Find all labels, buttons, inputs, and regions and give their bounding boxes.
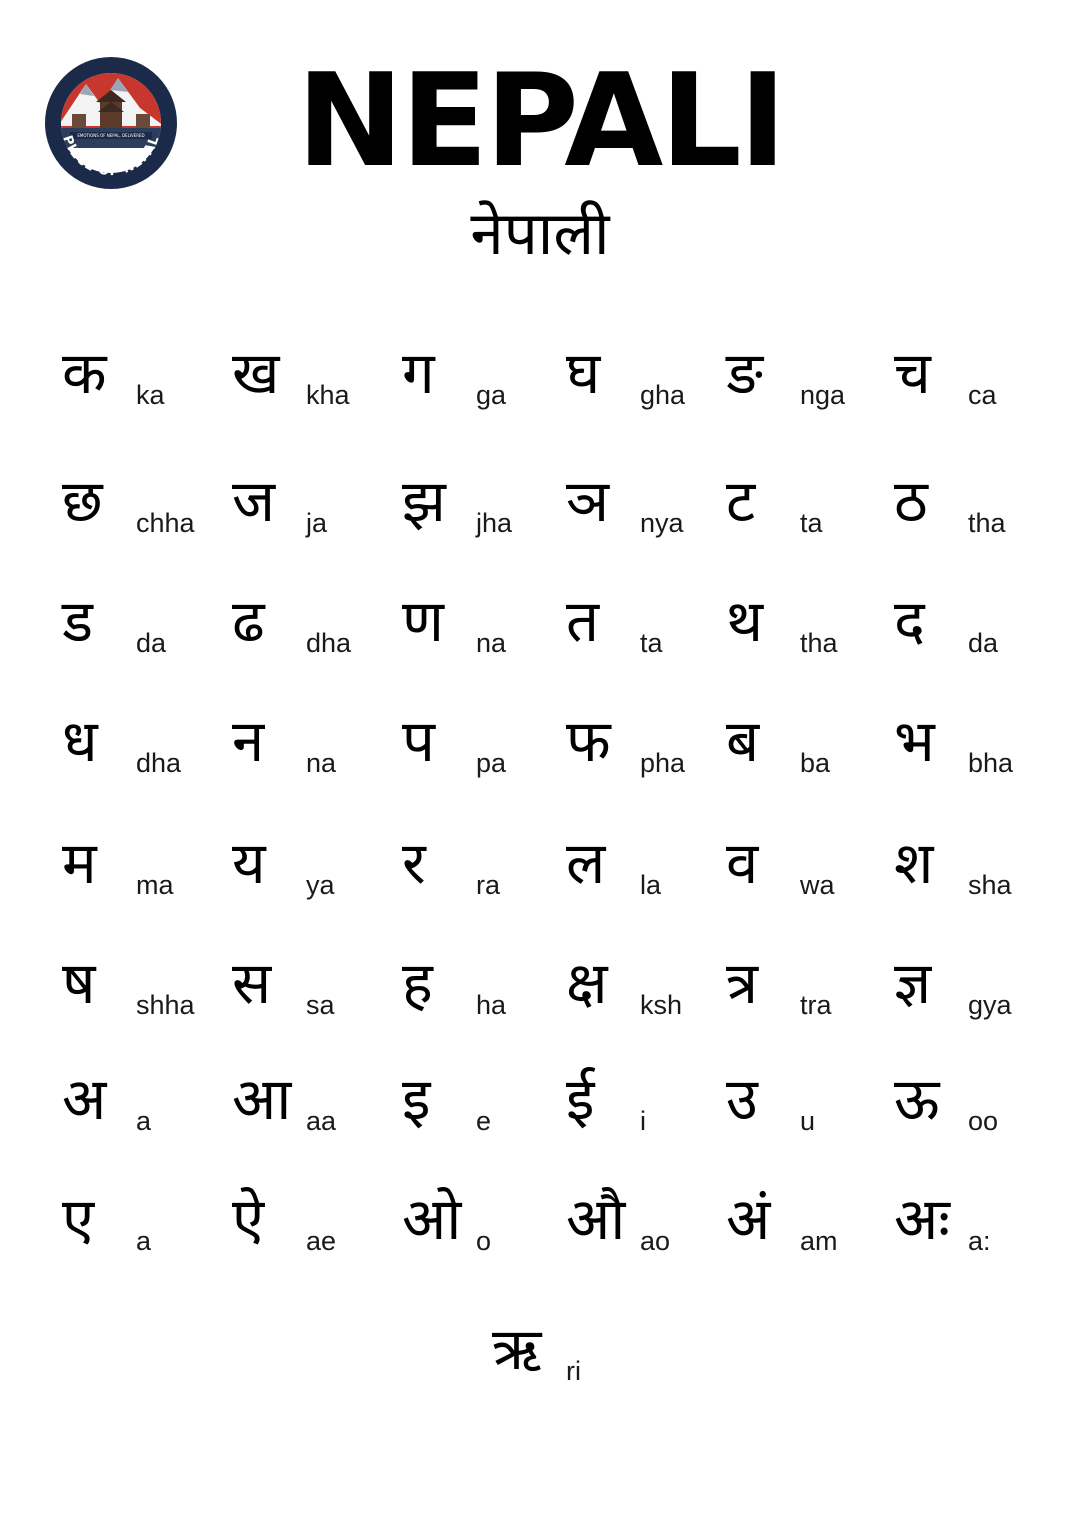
letter-cell [894,1060,1066,1140]
letter-cell [402,334,574,414]
devanagari-letter: क [62,339,107,407]
romanization: gha [640,380,686,410]
romanization: oo [968,1106,999,1136]
devanagari-letter: न [232,707,265,775]
devanagari-letter: झ [402,467,446,535]
romanization: ta [640,628,663,658]
letter-cell [232,462,404,542]
romanization: e [476,1106,492,1136]
letter-cell [232,1060,404,1140]
letter-cell [566,462,738,542]
devanagari-letter: च [894,339,931,407]
romanization: na [306,748,337,778]
devanagari-letter: ब [726,707,760,775]
devanagari-letter: व [726,829,759,897]
devanagari-letter: ङ [726,339,763,407]
romanization: ma [136,870,174,900]
letter-cell [62,944,234,1024]
letter-cell [566,1180,738,1260]
romanization: tha [968,508,1006,538]
letter-cell [566,702,738,782]
romanization: ta [800,508,823,538]
devanagari-letter: ठ [894,467,928,535]
letter-cell [726,1060,898,1140]
romanization: ga [476,380,507,410]
devanagari-letter: ज्ञ [894,949,932,1017]
romanization: da [968,628,999,658]
devanagari-letter: ओ [402,1185,462,1253]
romanization: wa [800,870,835,900]
letter-cell [402,1060,574,1140]
letter-cell [726,334,898,414]
logo-banner-text: EMOTIONS OF NEPAL, DELIVERED [77,133,145,138]
letter-cell [232,582,404,662]
devanagari-letter: ट [726,467,756,535]
romanization: ba [800,748,831,778]
romanization: ri [566,1356,581,1386]
letter-cell [62,334,234,414]
devanagari-letter: उ [726,1065,758,1133]
devanagari-letter: इ [402,1065,431,1133]
devanagari-letter: स [232,949,272,1017]
devanagari-letter: ध [62,707,98,775]
letter-cell [402,462,574,542]
romanization: a [136,1226,152,1256]
letter-cell [566,944,738,1024]
romanization: nga [800,380,846,410]
letter-cell [232,944,404,1024]
devanagari-letter: थ [726,587,764,655]
devanagari-letter: प [402,707,435,775]
devanagari-letter: ल [566,829,606,897]
devanagari-letter: म [62,829,97,897]
letter-cell [232,1180,404,1260]
romanization: ae [306,1226,337,1256]
devanagari-letter: घ [566,339,601,407]
letter-cell [232,824,404,904]
devanagari-letter: क्ष [566,949,608,1017]
romanization: pha [640,748,686,778]
letter-cell [566,334,738,414]
letter-cell [566,1060,738,1140]
devanagari-letter: अः [894,1185,951,1253]
romanization: ksh [640,990,683,1020]
letter-cell [402,582,574,662]
devanagari-letter: ष [62,949,96,1017]
romanization: kha [306,380,350,410]
letter-cell [894,462,1066,542]
devanagari-letter: य [232,829,266,897]
romanization: na [476,628,507,658]
romanization: ka [136,380,165,410]
letter-cell [62,462,234,542]
devanagari-letter: भ [894,707,935,775]
letter-cell [894,334,1066,414]
letter-cell [566,824,738,904]
devanagari-letter: ई [566,1065,595,1133]
letter-cell [726,462,898,542]
letter-cell [894,702,1066,782]
romanization: i [640,1106,646,1136]
devanagari-letter: द [894,587,925,655]
devanagari-letter: ण [402,587,444,655]
letter-cell [62,1180,234,1260]
romanization: aa [306,1106,337,1136]
devanagari-letter: र [402,829,426,897]
romanization: sa [306,990,335,1020]
romanization: nya [640,508,684,538]
romanization: ja [306,508,328,538]
devanagari-letter: ञ [566,467,610,535]
devanagari-letter: ग [402,339,435,407]
letter-cell [894,1180,1066,1260]
devanagari-letter: श [894,829,934,897]
letter-cell [62,1060,234,1140]
page-subtitle: नेपाली [470,199,610,269]
letter-cell [62,824,234,904]
romanization: am [800,1226,838,1256]
devanagari-letter: ऐ [232,1185,265,1253]
devanagari-letter: ढ [232,587,265,655]
devanagari-letter: अं [726,1185,771,1253]
devanagari-letter: ए [62,1185,95,1253]
page-title: NEPALI [296,47,784,196]
letter-cell [726,582,898,662]
devanagari-letter: ख [232,339,280,407]
letter-cell [492,1310,664,1390]
letter-cell [62,582,234,662]
letter-cell [402,944,574,1024]
devanagari-letter: त्र [726,949,759,1017]
romanization: ra [476,870,501,900]
letter-cell [232,702,404,782]
devanagari-letter: ह [402,949,433,1017]
devanagari-letter: अ [62,1065,107,1133]
romanization: ca [968,380,997,410]
devanagari-letter: ड [62,587,94,655]
romanization: da [136,628,167,658]
romanization: dha [306,628,352,658]
letter-cell [894,582,1066,662]
romanization: o [476,1226,492,1256]
letter-cell [726,944,898,1024]
letter-cell [894,944,1066,1024]
letter-cell [62,702,234,782]
romanization: gya [968,990,1012,1020]
romanization: a: [968,1226,991,1256]
devanagari-letter: ऋ [492,1315,542,1383]
romanization: pa [476,748,507,778]
letter-cell [726,824,898,904]
logo-text: PIECE OF NEPAL [59,133,163,180]
devanagari-letter: छ [62,467,103,535]
letter-cell [726,1180,898,1260]
romanization: ya [306,870,335,900]
letter-cell [402,702,574,782]
romanization: a [136,1106,152,1136]
devanagari-letter: त [566,587,600,655]
romanization: bha [968,748,1014,778]
romanization: la [640,870,662,900]
devanagari-letter: ज [232,467,276,535]
romanization: jha [476,508,513,538]
romanization: ha [476,990,507,1020]
devanagari-letter: आ [232,1065,292,1133]
devanagari-letter: ऊ [894,1065,940,1133]
romanization: tha [800,628,838,658]
letter-cell [566,582,738,662]
romanization: chha [136,508,195,538]
romanization: dha [136,748,182,778]
letter-cell [402,1180,574,1260]
letter-cell [232,334,404,414]
romanization: ao [640,1226,671,1256]
romanization: tra [800,990,832,1020]
romanization: sha [968,870,1012,900]
devanagari-letter: फ [566,707,611,775]
letter-cell [726,702,898,782]
devanagari-letter: औ [566,1185,626,1253]
romanization: shha [136,990,195,1020]
letter-cell [894,824,1066,904]
romanization: u [800,1106,816,1136]
letter-cell [402,824,574,904]
